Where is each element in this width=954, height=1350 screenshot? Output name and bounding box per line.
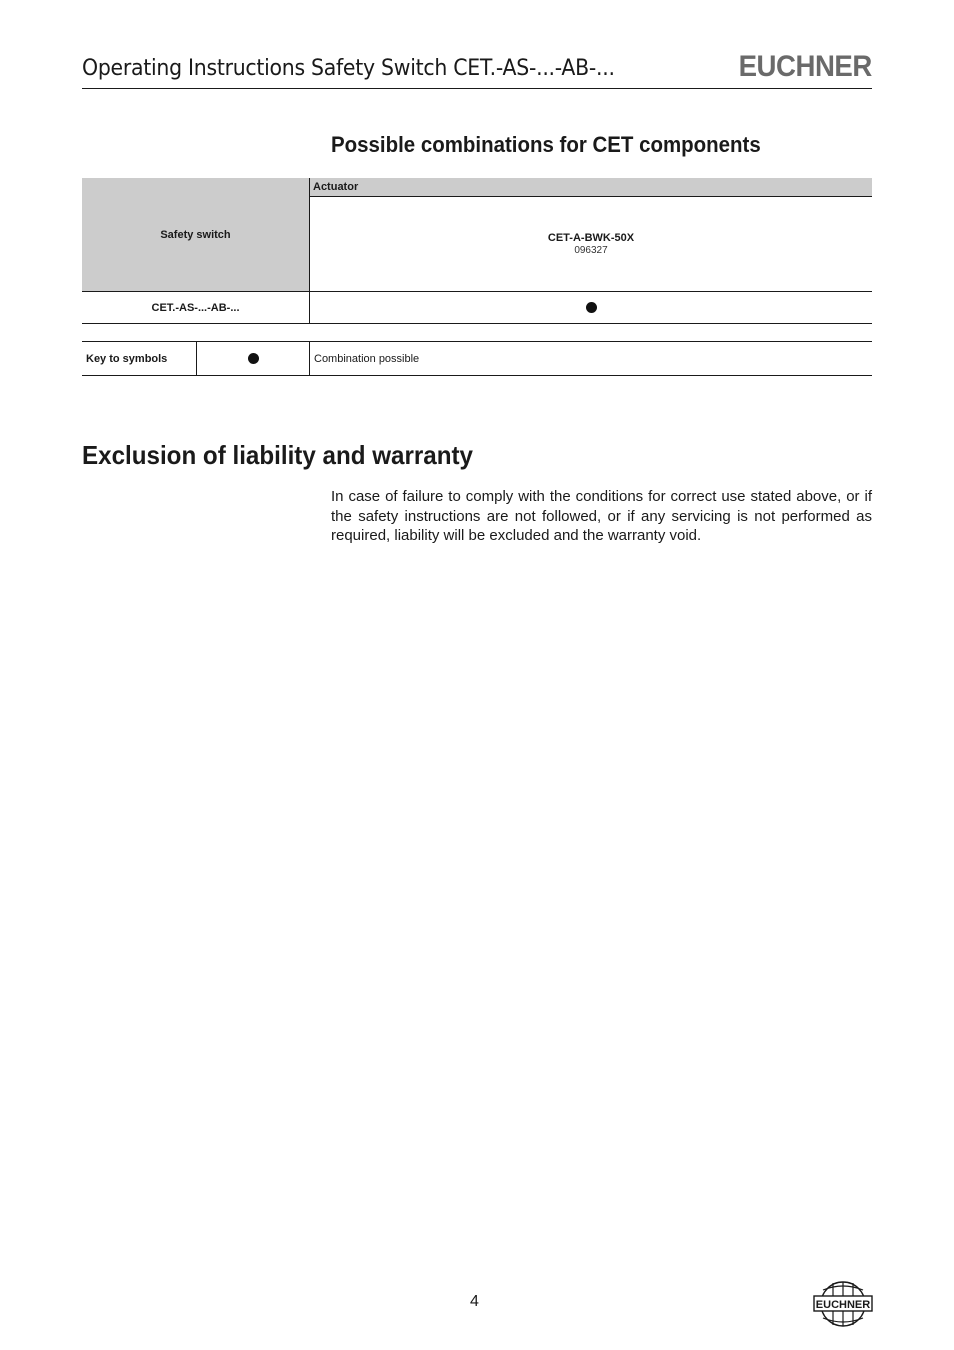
liability-heading: Exclusion of liability and warranty	[82, 440, 474, 470]
footer-logo-text: EUCHNER	[815, 1299, 871, 1311]
document-title: Operating Instructions Safety Switch CET.-AS-...-AB-...	[82, 56, 615, 81]
safety-switch-header: Safety switch	[82, 178, 309, 292]
actuator-model-cell	[310, 197, 872, 292]
table-row-switch-label: CET.-AS-...-AB-...	[82, 292, 309, 324]
combination-possible-dot-icon	[586, 302, 597, 313]
table-row-combination	[310, 292, 872, 324]
combinations-heading: Possible combinations for CET components	[331, 132, 761, 157]
page-header	[82, 52, 872, 89]
euchner-seal-icon	[813, 1280, 873, 1328]
combination-possible-dot-icon	[248, 353, 259, 364]
key-label: Key to symbols	[86, 352, 168, 365]
actuator-header: Actuator	[310, 178, 872, 197]
page-number: 4	[470, 1293, 479, 1310]
liability-paragraph: In case of failure to comply with the conditions for correct use stated above, or if the safety instructions are not followed, or if any servicing is not performed as required, liability will be excluded and the warranty void.	[331, 488, 872, 544]
key-to-symbols-table	[82, 341, 872, 376]
key-description: Combination possible	[309, 342, 872, 375]
key-symbol	[196, 342, 309, 375]
actuator-model: CET-A-BWK-50X	[547, 232, 635, 244]
actuator-order-code: 096327	[574, 245, 608, 256]
brand-logo: EUCHNER	[738, 50, 872, 83]
